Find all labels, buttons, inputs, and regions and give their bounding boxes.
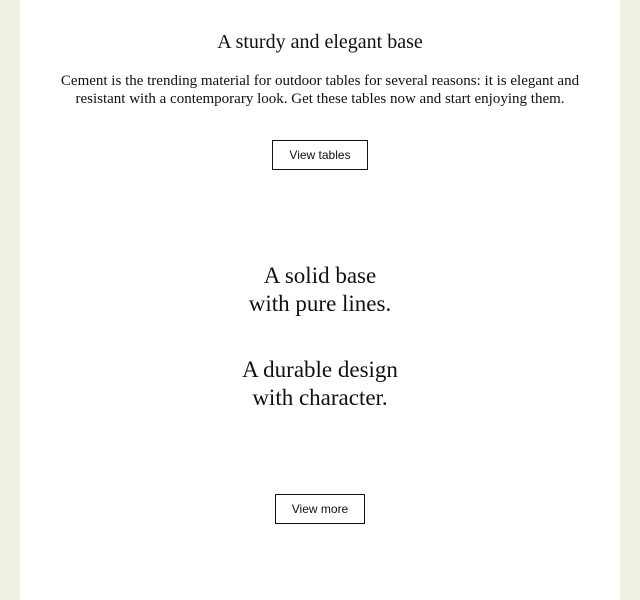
tagline-line: A solid base (263, 263, 377, 288)
tagline-line: A durable design (242, 357, 398, 382)
section-title: A sturdy and elegant base (217, 31, 423, 53)
tagline-line: with character. (252, 385, 388, 410)
tagline-line: with pure lines. (248, 291, 392, 316)
tagline-durable-design (20, 356, 620, 412)
section-description: Cement is the trending material for outdoor tables for several reasons: it is elegant and resistant with a contemporary look. Get these tables now and start enjoying them. (60, 73, 580, 107)
view-more-button[interactable]: View more (275, 494, 365, 524)
tagline-solid-base (20, 262, 620, 318)
view-tables-button[interactable]: View tables (272, 140, 368, 170)
content-panel (20, 0, 620, 600)
